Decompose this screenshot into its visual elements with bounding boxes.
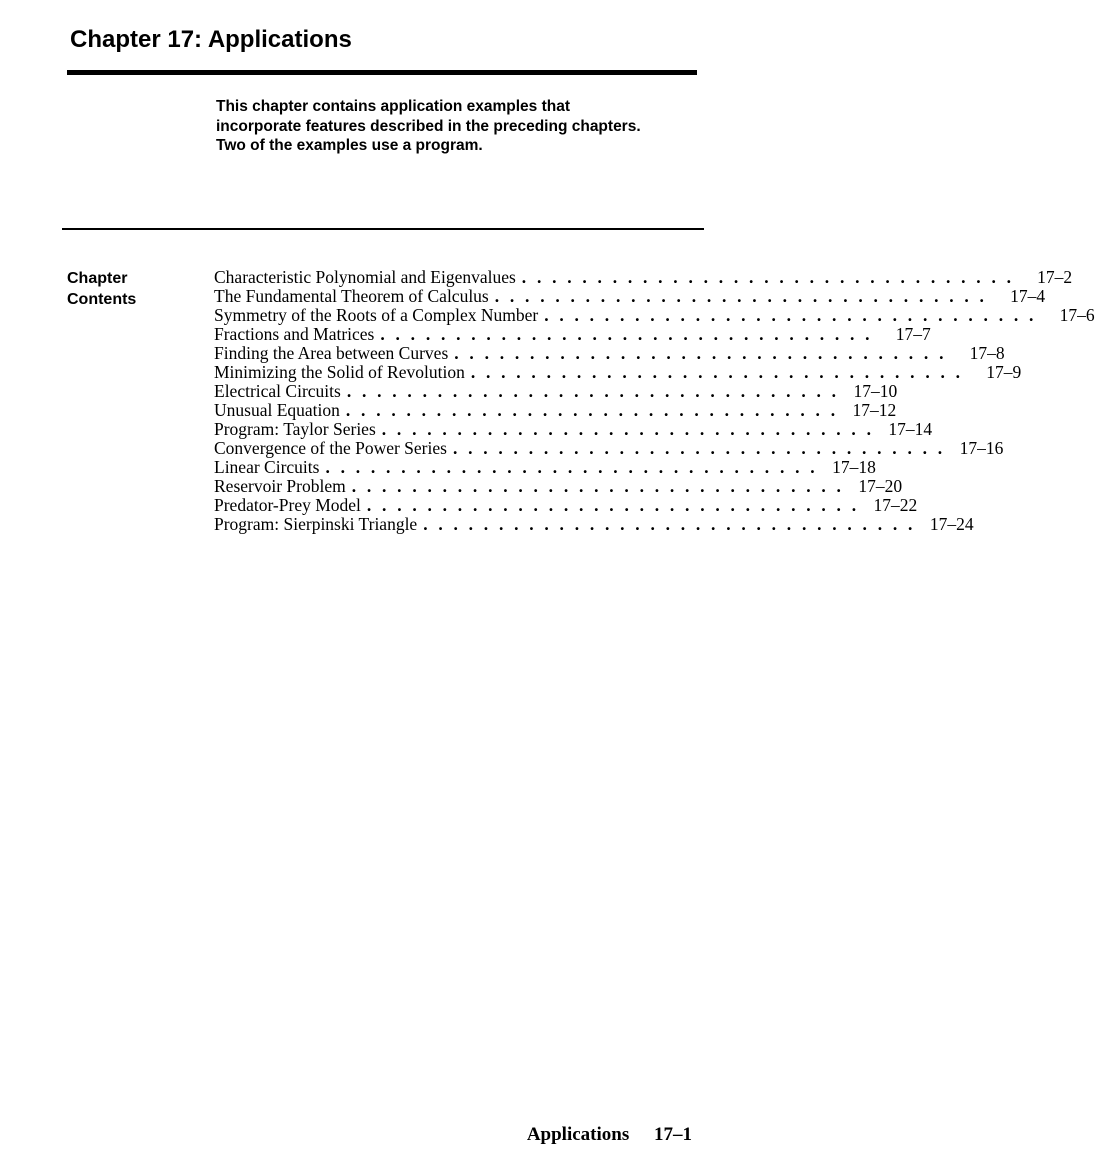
heading-divider (67, 70, 697, 75)
dot-leader: . . . . . . . . . . . . . . . . . . . . . . . . . . . . . . . . . (454, 343, 947, 363)
chapter-contents-label (67, 268, 136, 310)
toc-entry[interactable] (214, 419, 933, 439)
intro-line: Two of the examples use a program. (216, 137, 483, 154)
toc-entry-title: Reservoir Problem (214, 477, 352, 496)
dot-leader: . . . . . . . . . . . . . . . . . . . . . . . . . . . . . . . . . (351, 476, 845, 496)
toc-entry[interactable] (214, 457, 876, 477)
toc-entry[interactable] (214, 286, 1046, 306)
toc-entry[interactable] (214, 400, 897, 420)
toc-entry-page: 17–2 (1037, 267, 1073, 287)
dot-leader: . . . . . . . . . . . . . . . . . . . . . . . . . . . . . . . . . (452, 438, 946, 458)
contents-label-line1: Chapter (67, 270, 128, 287)
toc-entry-page: 17–14 (888, 419, 933, 439)
toc-entry[interactable] (214, 381, 898, 401)
toc-entry-page: 17–24 (929, 514, 974, 534)
toc-entry[interactable] (214, 305, 1095, 325)
dot-leader: . . . . . . . . . . . . . . . . . . . . . . . . . . . . . . . . . (521, 267, 1015, 287)
toc-entry-title: Linear Circuits (214, 458, 325, 477)
toc-entry-page: 17–22 (873, 495, 918, 515)
toc-entry[interactable] (214, 438, 1004, 458)
toc-entry-page: 17–6 (1059, 305, 1095, 325)
toc-entry[interactable] (214, 476, 903, 496)
toc-entry-title: Minimizing the Solid of Revolution (214, 363, 471, 382)
toc-entry-page: 17–12 (852, 400, 897, 420)
toc-entry-page: 17–4 (1010, 286, 1046, 306)
intro-line: incorporate features described in the preceding chapters. (216, 117, 641, 135)
toc-entry-page: 17–16 (959, 438, 1004, 458)
toc-entry-page: 17–9 (986, 362, 1022, 382)
toc-entry-title: Program: Taylor Series (214, 420, 382, 439)
toc-entry-title: Predator-Prey Model (214, 496, 367, 515)
chapter-introduction (216, 97, 716, 156)
toc-entry[interactable] (214, 324, 931, 344)
section-divider (62, 228, 704, 230)
dot-leader: . . . . . . . . . . . . . . . . . . . . . . . . . . . . . . . . . (366, 495, 860, 515)
dot-leader: . . . . . . . . . . . . . . . . . . . . . . . . . . . . . . . . . (345, 400, 839, 420)
toc-entry-title: Program: Sierpinski Triangle (214, 515, 423, 534)
dot-leader: . . . . . . . . . . . . . . . . . . . . . . . . . . . . . . . . . (470, 362, 964, 382)
toc-entry-page: 17–10 (853, 381, 898, 401)
toc-entry-title: Finding the Area between Curves (214, 344, 454, 363)
toc-entry[interactable] (214, 362, 1022, 382)
toc-entry-page: 17–18 (832, 457, 876, 477)
table-of-contents (214, 267, 1095, 534)
chapter-title: Chapter 17: Applications (70, 26, 352, 53)
intro-line: This chapter contains application examples that (216, 98, 571, 115)
toc-entry-page: 17–20 (858, 476, 903, 496)
dot-leader: . . . . . . . . . . . . . . . . . . . . . . . . . . . . . . . . . (380, 324, 873, 344)
toc-entry-title: Characteristic Polynomial and Eigenvalues (214, 268, 522, 287)
toc-entry-title: Fractions and Matrices (214, 325, 380, 344)
contents-label-line2: Contents (67, 291, 137, 308)
toc-entry-title: Symmetry of the Roots of a Complex Number (214, 306, 544, 325)
page-footer (527, 1123, 692, 1147)
dot-leader: . . . . . . . . . . . . . . . . . . . . . . . . . . . . . . . . . (381, 419, 875, 439)
dot-leader: . . . . . . . . . . . . . . . . . . . . . . . . . . . . . . . . . (544, 305, 1037, 325)
toc-entry-title: The Fundamental Theorem of Calculus (214, 287, 495, 306)
toc-entry-title: Convergence of the Power Series (214, 439, 453, 458)
toc-entry-title: Electrical Circuits (214, 382, 347, 401)
footer-page-number: 17–1 (654, 1124, 692, 1145)
toc-entry-page: 17–8 (969, 343, 1005, 363)
toc-entry[interactable] (214, 267, 1073, 287)
dot-leader: . . . . . . . . . . . . . . . . . . . . . . . . . . . . . . . . . (346, 381, 840, 401)
toc-entry-title: Unusual Equation (214, 401, 346, 420)
toc-entry-page: 17–7 (895, 324, 931, 344)
dot-leader: . . . . . . . . . . . . . . . . . . . . . . . . . . . . . . . . . (325, 457, 818, 477)
dot-leader: . . . . . . . . . . . . . . . . . . . . . . . . . . . . . . . . . (423, 514, 916, 534)
toc-entry[interactable] (214, 343, 1005, 363)
footer-section-name: Applications (526, 1124, 630, 1145)
dot-leader: . . . . . . . . . . . . . . . . . . . . . . . . . . . . . . . . . (494, 286, 988, 306)
toc-entry[interactable] (214, 514, 974, 534)
toc-entry[interactable] (214, 495, 918, 515)
